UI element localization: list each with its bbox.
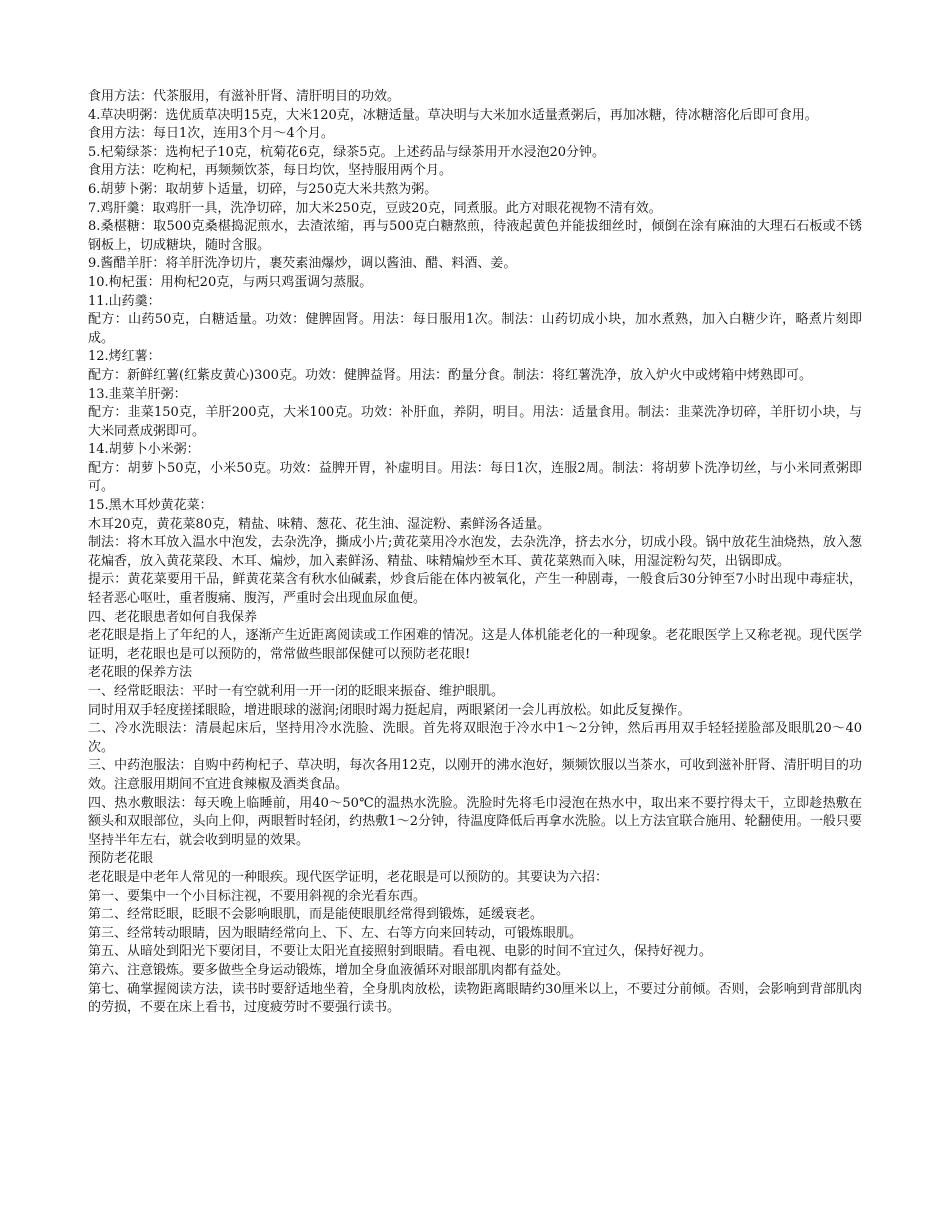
paragraph: 12.烤红薯： bbox=[88, 349, 161, 365]
paragraph: 老花眼是中老年人常见的一种眼疾。现代医学证明，老花眼是可以预防的。其要诀为六招： bbox=[88, 869, 609, 885]
paragraph: 配方：新鲜红薯(红紫皮黄心)300克。功效：健脾益肾。用法：酌量分食。制法：将红薯洗净，放入炉火中或烤箱中烤熟即可。 bbox=[88, 367, 812, 383]
paragraph: 预防老花眼 bbox=[88, 851, 154, 867]
paragraph: 老花眼的保养方法 bbox=[88, 665, 193, 681]
paragraph: 配方：山药50克，白糖适量。功效：健脾固肾。用法：每日服用1次。制法：山药切成小块，加水煮熟，加入白糖少许，略煮片刻即成。 bbox=[88, 312, 862, 346]
paragraph: 三、中药泡服法：自购中药枸杞子、草决明，每次各用12克，以刚开的沸水泡好，频频饮服以当茶水，可收到滋补肝肾、清肝明目的功效。注意服用期间不宜进食辣椒及酒类食品。 bbox=[88, 758, 862, 792]
paragraph: 4.草决明粥：选优质草决明15克，大米120克，冰糖适量。草决明与大米加水适量煮粥后，再加冰糖，待冰糖溶化后即可食用。 bbox=[88, 107, 818, 123]
paragraph: 15.黑木耳炒黄花菜： bbox=[88, 498, 213, 514]
paragraph: 提示：黄花菜要用干品，鲜黄花菜含有秋水仙碱素，炒食后能在体内被氧化，产生一种剧毒，一般食后30分钟至7小时出现中毒症状，轻者恶心呕吐，重者腹痛、腹泻，严重时会出现血尿血便。 bbox=[88, 572, 862, 607]
paragraph: 老花眼是指上了年纪的人，逐渐产生近距离阅读或工作困难的情况。这是人体机能老化的一种现象。老花眼医学上又称老视。现代医学证明，老花眼也是可以预防的，常常做些眼部保健可以预防老花眼! bbox=[88, 628, 862, 662]
paragraph: 食用方法：吃枸杞，再频频饮茶，每日均饮，坚持服用两个月。 bbox=[88, 163, 453, 179]
paragraph: 第一、要集中一个小目标注视，不要用斜视的余光看东西。 bbox=[88, 888, 427, 904]
paragraph: 制法：将木耳放入温水中泡发，去杂洗净，撕成小片;黄花菜用冷水泡发，去杂洗净，挤去水分，切成小段。锅中放花生油烧热，放入葱花煸香，放入黄花菜段、木耳、煸炒，加入素鲜汤、精盐、味精煸炒至木耳、黄花菜熟而入味，用湿淀粉勾芡，出锅即成。 bbox=[88, 535, 862, 569]
paragraph: 5.杞菊绿茶：选枸杞子10克，杭菊花6克，绿茶5克。上述药品与绿茶用开水浸泡20分钟。 bbox=[88, 144, 606, 160]
paragraph: 第六、注意锻炼。要多做些全身运动锻炼，增加全身血液循环对眼部肌肉都有益处。 bbox=[88, 962, 570, 978]
paragraph: 二、冷水洗眼法：清晨起床后，坚持用冷水洗脸、洗眼。首先将双眼泡于冷水中1～2分钟，然后再用双手轻轻搓脸部及眼肌20～40次。 bbox=[88, 721, 862, 755]
paragraph: 食用方法：每日1次，连用3个月～4个月。 bbox=[88, 126, 334, 142]
paragraph: 木耳20克，黄花菜80克，精盐、味精、葱花、花生油、湿淀粉、素鲜汤各适量。 bbox=[88, 516, 551, 532]
paragraph: 10.枸杞蛋：用枸杞20克，与两只鸡蛋调匀蒸服。 bbox=[88, 274, 373, 290]
paragraph: 配方：韭菜150克，羊肝200克，大米100克。功效：补肝血，养阴，明目。用法：适量食用。制法：韭菜洗净切碎，羊肝切小块，与大米同煮成粥即可。 bbox=[88, 405, 862, 439]
paragraph: 9.酱醋羊肝：将羊肝洗净切片，裹芡素油爆炒，调以酱油、醋、料酒、姜。 bbox=[88, 256, 517, 272]
paragraph: 14.胡萝卜小米粥： bbox=[88, 442, 200, 458]
paragraph: 第二、经常眨眼，眨眼不会影响眼肌，而是能使眼肌经常得到锻炼，延缓衰老。 bbox=[88, 907, 544, 923]
paragraph: 第七、确掌握阅读方法，读书时要舒适地坐着，全身肌肉放松，读物距离眼睛约30厘米以上，不要过分前倾。否则，会影响到背部肌肉的劳损，不要在床上看书，过度疲劳时不要强行读书。 bbox=[88, 981, 862, 1016]
paragraph: 6.胡萝卜粥：取胡萝卜适量，切碎，与250克大米共熬为粥。 bbox=[88, 181, 438, 197]
paragraph: 四、热水敷眼法：每天晚上临睡前，用40～50℃的温热水洗脸。洗脸时先将毛巾浸泡在热水中，取出来不要拧得太干，立即趁热敷在额头和双眼部位，头向上仰，两眼暂时轻闭，约热敷1～2分钟，待温度降低后再拿水洗脸。以上方法宜联合施用、轮翻使用。一般只要坚持半年左右，就会收到明显的效果。 bbox=[88, 795, 862, 848]
paragraph: 第五、从暗处到阳光下要闭目，不要让太阳光直接照射到眼睛。看电视、电影的时间不宜过久，保持好视力。 bbox=[88, 944, 713, 960]
paragraph: 11.山药羹： bbox=[88, 293, 161, 309]
paragraph: 8.桑椹糖：取500克桑椹捣泥煎水，去渣浓缩，再与500克白糖熬煎，待液起黄色并能拔细丝时，倾倒在涂有麻油的大理石石板或不锈钢板上，切成糖块，随时含服。 bbox=[88, 219, 862, 253]
paragraph: 四、老花眼患者如何自我保养 bbox=[88, 609, 258, 625]
paragraph: 食用方法：代茶服用，有滋补肝肾、清肝明目的功效。 bbox=[88, 89, 401, 104]
paragraph: 同时用双手轻度搓揉眼睑，增进眼球的滋润;闭眼时竭力挺起肩，两眼紧闭一会儿再放松。如此反复操作。 bbox=[88, 702, 691, 718]
document-body bbox=[88, 88, 862, 1018]
paragraph: 13.韭菜羊肝粥： bbox=[88, 386, 187, 402]
paragraph: 配方：胡萝卜50克，小米50克。功效：益脾开胃，补虚明目。用法：每日1次，连服2周。制法：将胡萝卜洗净切丝，与小米同煮粥即可。 bbox=[88, 460, 862, 495]
paragraph: 7.鸡肝羹：取鸡肝一具，洗净切碎，加大米250克，豆豉20克，同煮服。此方对眼花视物不清有效。 bbox=[88, 200, 662, 216]
paragraph: 一、经常眨眼法：平时一有空就利用一开一闭的眨眼来振奋、维护眼肌。 bbox=[88, 684, 505, 699]
paragraph: 第三、经常转动眼睛，因为眼睛经常向上、下、左、右等方向来回转动，可锻炼眼肌。 bbox=[88, 925, 583, 941]
